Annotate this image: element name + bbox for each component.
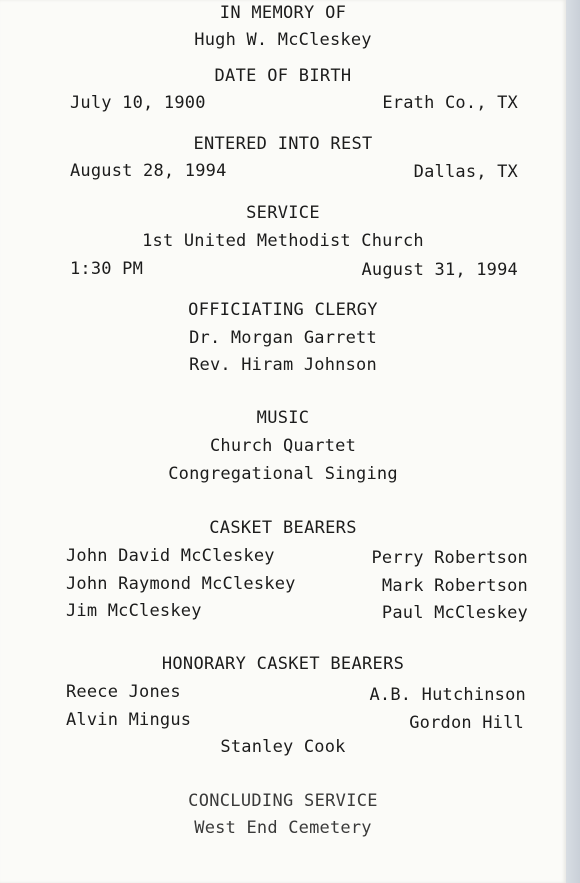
deceased-name: Hugh W. McCleskey [194, 30, 372, 50]
clergy-name: Rev. Hiram Johnson [189, 355, 377, 375]
service-time: 1:30 PM [70, 259, 144, 279]
honorary-bearer: Alvin Mingus [66, 710, 192, 730]
birth-date: July 10, 1900 [70, 93, 206, 113]
honorary-bearer: Gordon Hill [409, 713, 524, 733]
casket-bearer: John Raymond McCleskey [66, 574, 296, 594]
casket-bearers-heading: CASKET BEARERS [209, 518, 357, 538]
service-date: August 31, 1994 [361, 260, 518, 280]
music-item: Congregational Singing [168, 464, 398, 484]
in-memory-heading: IN MEMORY OF [219, 3, 347, 23]
death-date: August 28, 1994 [70, 161, 227, 181]
cemetery-name: West End Cemetery [194, 818, 372, 838]
honorary-bearers-heading: HONORARY CASKET BEARERS [161, 654, 405, 674]
concluding-heading: CONCLUDING SERVICE [188, 791, 378, 811]
birth-place: Erath Co., TX [382, 93, 518, 113]
music-heading: MUSIC [256, 408, 310, 428]
service-location: 1st United Methodist Church [142, 231, 424, 251]
casket-bearer: John David McCleskey [66, 546, 275, 566]
death-place: Dallas, TX [413, 162, 518, 182]
casket-bearer: Mark Robertson [381, 576, 528, 596]
death-heading: ENTERED INTO REST [193, 134, 373, 154]
music-item: Church Quartet [209, 436, 357, 456]
honorary-bearer: Reece Jones [66, 682, 181, 702]
clergy-name: Dr. Morgan Garrett [189, 328, 377, 348]
page-edge [566, 0, 580, 883]
honorary-bearer: A.B. Hutchinson [369, 685, 526, 705]
clergy-heading: OFFICIATING CLERGY [188, 300, 378, 320]
birth-heading: DATE OF BIRTH [214, 66, 352, 86]
service-heading: SERVICE [246, 203, 320, 223]
honorary-bearer: Stanley Cook [220, 737, 346, 757]
casket-bearer: Jim McCleskey [66, 601, 202, 621]
casket-bearer: Paul McCleskey [381, 603, 528, 623]
casket-bearer: Perry Robertson [371, 548, 528, 568]
